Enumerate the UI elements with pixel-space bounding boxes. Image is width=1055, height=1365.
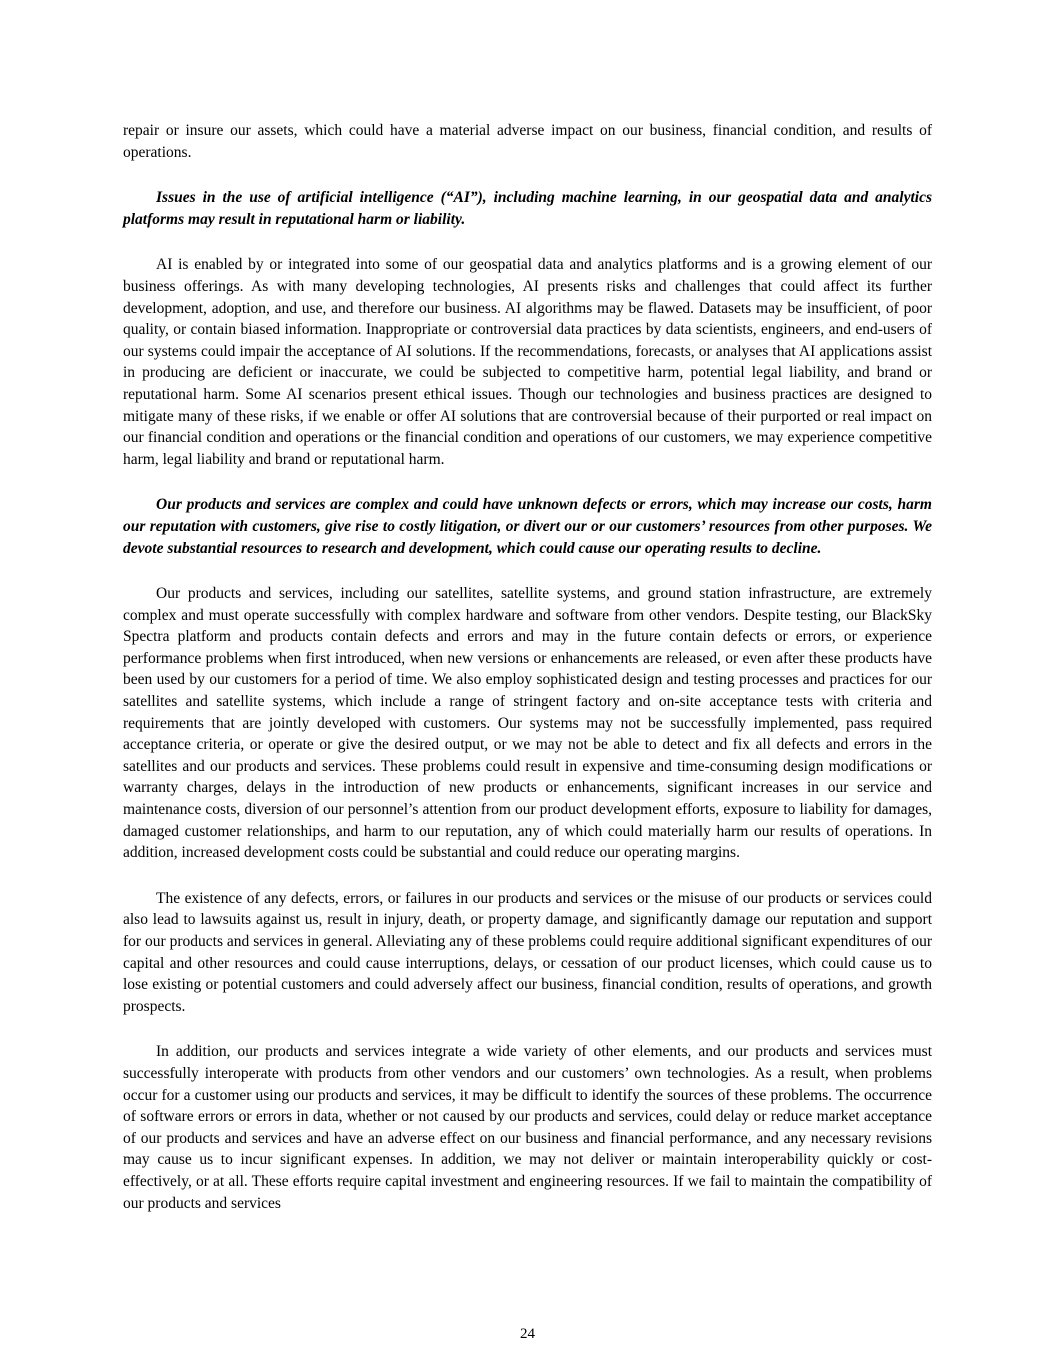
body-paragraph-defects-liability: The existence of any defects, errors, or failures in our products and services or the misuse of our products or services could also lead to lawsuits against us, result in injury, death, or property damage, and significantly damage our reputation and support for our products and services in general. Alleviating any of these problems could require additional significant expenditures of our capital and other resources and could cause interruptions, delays, or cessation of our product licenses, which could cause us to lose existing or potential customers and could adversely affect our business, financial condition, results of operations, and growth prospects. xyxy=(123,889,932,1015)
risk-heading-ai: Issues in the use of artificial intelligence (“AI”), including machine learning, in our geospatial data and analytics platforms may result in reputational harm or liability. xyxy=(123,189,932,228)
body-paragraph-interoperability: In addition, our products and services integrate a wide variety of other elements, and our products and services must successfully interoperate with products from other vendors and our customers’ own technologies. As a result, when problems occur for a customer using our products and services, it may be difficult to identify the sources of these problems. The occurrence of software errors or errors in data, whether or not caused by our products and services, could delay or reduce market acceptance of our products and services and have an adverse effect on our business and financial performance, and any necessary revisions may cause us to incur significant expenses. In addition, we may not deliver or maintain interoperability quickly or cost-effectively, or at all. These efforts require capital investment and engineering resources. If we fail to maintain the compatibility of our products and services xyxy=(123,1043,932,1212)
risk-heading-product-defects: Our products and services are complex and could have unknown defects or errors, which may increase our costs, harm our reputation with customers, give rise to costly litigation, or divert our or our customers’ resources from other purposes. We devote substantial resources to research and development, which could cause our operating results to decline. xyxy=(123,496,932,557)
body-paragraph-ai: AI is enabled by or integrated into some of our geospatial data and analytics platforms and is a growing element of our business offerings. As with many developing technologies, AI presents risks and challenges that could affect its further development, adoption, and use, and therefore our business. AI algorithms may be flawed. Datasets may be insufficient, of poor quality, or contain biased information. Inappropriate or controversial data practices by data scientists, engineers, and end-users of our systems could impair the acceptance of AI solutions. If the recommendations, forecasts, or analyses that AI applications assist in producing are deficient or inaccurate, we could be subjected to competitive harm, potential legal liability, and brand or reputational harm. Some AI scenarios present ethical issues. Though our technologies and business practices are designed to mitigate many of these risks, if we enable or offer AI solutions that are controversial because of their purported or real impact on our financial condition and operations or the financial condition and operations of our customers, we may experience competitive harm, legal liability and brand or reputational harm. xyxy=(123,256,932,468)
body-paragraph-product-complexity: Our products and services, including our satellites, satellite systems, and ground station infrastructure, are extremely complex and must operate successfully with complex hardware and software from other vendors. Despite testing, our BlackSky Spectra platform and products contain defects and errors and may in the future contain defects or errors, or experience performance problems when first introduced, when new versions or enhancements are released, or even after these products have been used by our customers for a period of time. We also employ sophisticated design and testing processes and practices for our satellites and satellite systems, which include a range of stringent factory and on-site acceptance tests with criteria and requirements that are jointly developed with customers. Our systems may not be successfully implemented, pass required acceptance criteria, or operate or give the desired output, or we may not be able to detect and fix all defects and errors in the satellites and our products and services. These problems could result in expensive and time-consuming design modifications or warranty charges, delays in the introduction of new products or enhancements, significant increases in our service and maintenance costs, diversion of our personnel’s attention from our product development efforts, exposure to liability for damages, damaged customer relationships, and harm to our reputation, any of which could materially harm our results of operations. In addition, increased development costs could be substantial and could reduce our operating margins. xyxy=(123,585,932,862)
page-number: 24 xyxy=(520,1326,535,1342)
page-footer xyxy=(0,1326,1055,1343)
body-paragraph-continuation: repair or insure our assets, which could have a material adverse impact on our business, financial condition, and results of operations. xyxy=(123,122,932,161)
